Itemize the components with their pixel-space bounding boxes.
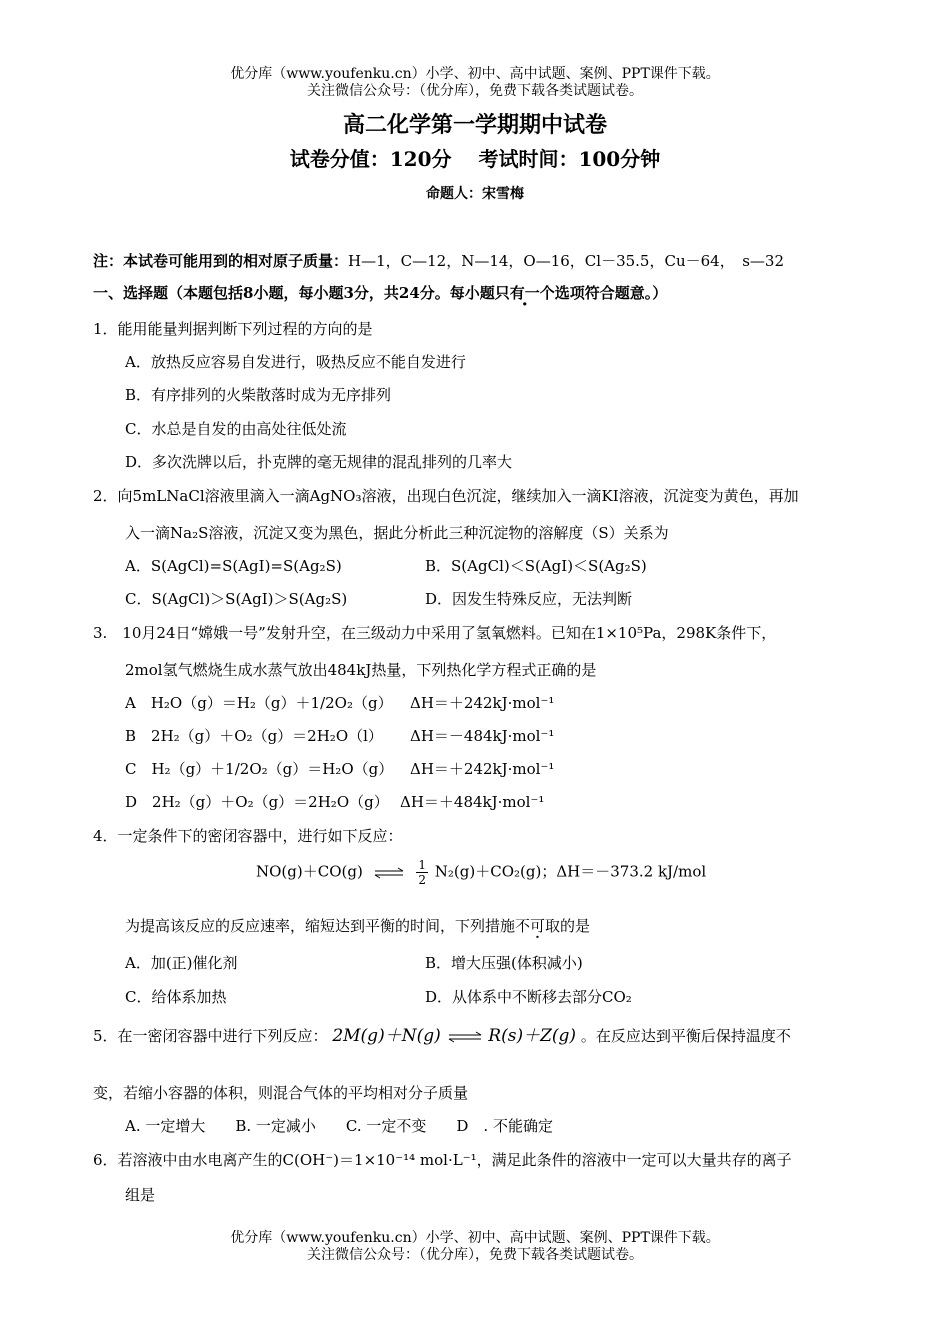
q4-equation-left: NO(g)＋CO(g) (256, 862, 363, 881)
q2-stem-line-2: 入一滴Na₂S溶液，沉淀又变为黑色，据此分析此三种沉淀物的溶解度（S）关系为 (125, 524, 669, 542)
footer-line-1: 优分库（www.youfenku.cn）小学、初中、高中试题、案例、PPT课件下载。 (230, 1230, 720, 1246)
q2-stem-line-1: 2．向5mLNaCl溶液里滴入一滴AgNO₃溶液，出现白色沉淀，继续加入一滴KI溶液，沉淀变为黄色，再加 (93, 487, 799, 505)
q1-option-c: C．水总是自发的由高处往低处流 (125, 420, 347, 438)
q4-equation (256, 858, 706, 887)
page-title: 高二化学第一学期期中试卷 (342, 112, 607, 138)
q5-stem-a: 5．在一密闭容器中进行下列反应： (93, 1027, 328, 1045)
section-1-heading-a: 一、选择题（本题包括8小题，每小题3分，共24分。每小题 (93, 284, 495, 302)
q4-question-b: 的是 (560, 917, 591, 935)
q3-option-b-equation: B 2H₂（g）＋O₂（g）＝2H₂O（l） (125, 727, 383, 745)
q3-option-a-enthalpy: ΔH＝＋242kJ·mol⁻¹ (410, 694, 555, 712)
q3-stem-line-2: 2mol氢气燃烧生成水蒸气放出484kJ热量，下列热化学方程式正确的是 (125, 661, 597, 679)
atomic-mass-note (93, 250, 784, 271)
q4-equation-right: N₂(g)＋CO₂(g)；ΔH＝－373.2 kJ/mol (434, 862, 707, 881)
q3-option-d-equation: D 2H₂（g）＋O₂（g）＝2H₂O（g） (125, 793, 389, 811)
equilibrium-arrow-icon (374, 867, 404, 879)
header-line-2: 关注微信公众号：（优分库），免费下载各类试题试卷。 (307, 83, 643, 99)
q1-option-a: A．放热反应容易自发进行，吸热反应不能自发进行 (125, 353, 466, 371)
note-masses: H—1，C—12，N—14，O—16，Cl－35.5，Cu－64， s—32 (348, 252, 784, 270)
q5-equation-left: 2M(g)＋N(g) (332, 1026, 441, 1046)
q3-option-c-enthalpy: ΔH＝＋242kJ·mol⁻¹ (410, 760, 555, 778)
q4-stem: 4．一定条件下的密闭容器中，进行如下反应： (93, 827, 403, 845)
q4-option-a: A．加(正)催化剂 (125, 954, 238, 972)
q4-option-d: D．从体系中不断移去部分CO₂ (425, 988, 632, 1006)
q4-question-a: 为提高该反应的反应速率，缩短达到平衡的时间，下列措施 (125, 917, 516, 935)
q6-stem-line-2: 组是 (125, 1186, 156, 1204)
section-1-heading-emph: 只有一个 (494, 284, 555, 302)
exam-subtitle: 试卷分值：120分 考试时间：100分钟 (289, 147, 661, 171)
q2-option-b: B．S(AgCl)＜S(AgI)＜S(Ag₂S) (425, 557, 647, 575)
q5-stem-line-2: 变，若缩小容器的体积，则混合气体的平均相对分子质量 (93, 1084, 469, 1102)
q4-fraction-num: 1 (418, 858, 427, 872)
q2-option-c: C．S(AgCl)＞S(AgI)＞S(Ag₂S) (125, 590, 348, 608)
q4-question-emph: 不可取 (515, 917, 561, 935)
q1-option-d: D．多次洗牌以后，扑克牌的毫无规律的混乱排列的几率大 (125, 453, 513, 471)
q3-option-c-equation: C H₂（g）＋1/2O₂（g）＝H₂O（g） (125, 760, 394, 778)
q6-stem-line-1: 6．若溶液中由水电离产生的C(OH⁻)＝1×10⁻¹⁴ mol·L⁻¹，满足此条件的溶液中一定可以大量共存的离子 (93, 1151, 792, 1169)
section-1-heading (93, 282, 667, 303)
q3-stem-line-1: 3. 10月24日“嫦娥一号”发射升空，在三级动力中采用了氢氧燃料。已知在1×10⁵Pa，298K条件下， (93, 624, 777, 642)
q2-option-d: D．因发生特殊反应，无法判断 (425, 590, 633, 608)
q4-option-b: B．增大压强(体积减小) (425, 954, 583, 972)
equilibrium-arrow-icon (448, 1031, 482, 1043)
q3-option-a-equation: A H₂O（g）＝H₂（g）＋1/2O₂（g） (125, 694, 393, 712)
note-label: 注：本试卷可能用到的相对原子质量： (93, 252, 349, 270)
q4-option-c: C．给体系加热 (125, 988, 227, 1006)
q1-stem: 1．能用能量判据判断下列过程的方向的是 (93, 320, 373, 338)
footer-line-2: 关注微信公众号：（优分库），免费下载各类试题试卷。 (307, 1247, 643, 1263)
q5-stem-line-1 (93, 1021, 791, 1046)
q4-fraction-den: 2 (418, 873, 427, 887)
q5-stem-b: 。在反应达到平衡后保持温度不 (580, 1027, 791, 1045)
q5-options: A. 一定增大 B. 一定减小 C. 一定不变 D . 不能确定 (125, 1117, 553, 1135)
q2-option-a: A．S(AgCl)=S(AgI)=S(Ag₂S) (125, 557, 342, 575)
q3-option-b-enthalpy: ΔH＝－484kJ·mol⁻¹ (410, 727, 555, 745)
q3-option-d-enthalpy: ΔH＝＋484kJ·mol⁻¹ (400, 793, 545, 811)
q1-option-b: B．有序排列的火柴散落时成为无序排列 (125, 386, 392, 404)
q5-equation-right: R(s)＋Z(g) (488, 1026, 577, 1046)
q4-fraction (416, 858, 428, 887)
section-1-heading-b: 选项符合题意。） (554, 284, 668, 302)
q4-question (125, 915, 590, 936)
exam-author: 命题人：宋雪梅 (426, 186, 524, 202)
header-line-1: 优分库（www.youfenku.cn）小学、初中、高中试题、案例、PPT课件下载。 (230, 66, 720, 82)
